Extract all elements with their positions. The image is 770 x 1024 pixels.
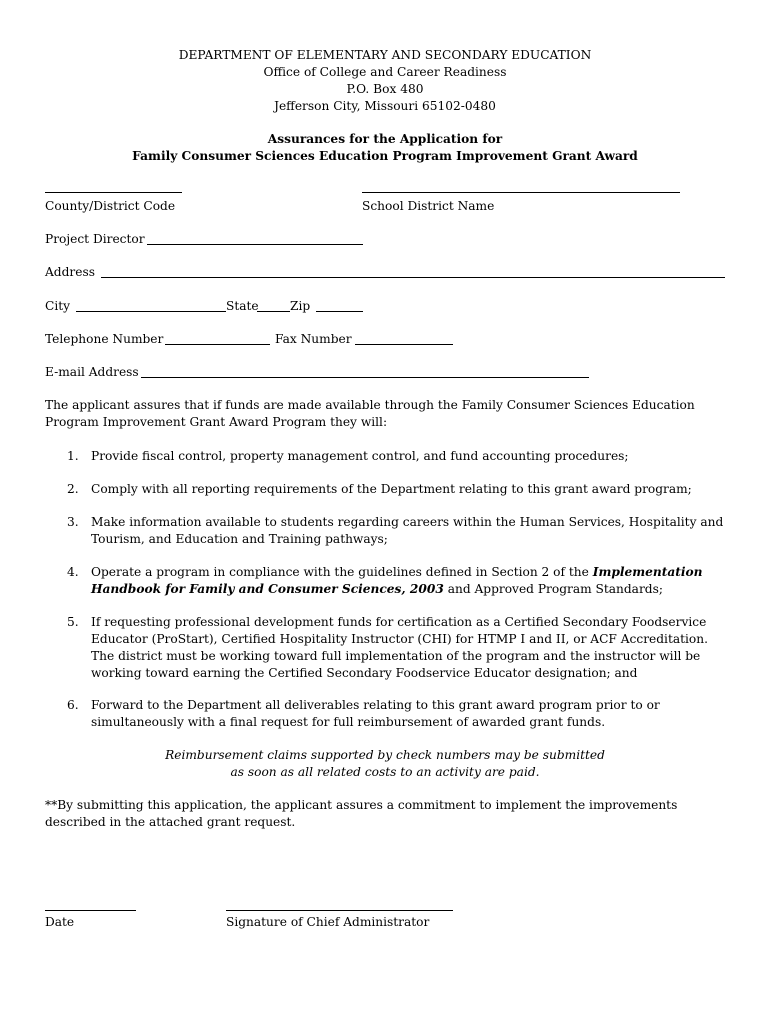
project-director-line[interactable] xyxy=(147,244,363,245)
list-item-text: Provide fiscal control, property management control, and fund accounting procedures; xyxy=(91,449,629,463)
list-item-text-after: and Approved Program Standards; xyxy=(443,582,663,596)
list-item-number: 5. xyxy=(67,615,79,629)
signature-line[interactable] xyxy=(226,910,453,911)
list-item-number: 4. xyxy=(67,565,79,579)
city-label: City xyxy=(45,299,71,313)
address-label: Address xyxy=(45,265,95,279)
county-code-line[interactable] xyxy=(45,192,182,193)
telephone-line[interactable] xyxy=(165,344,270,345)
list-item-text-before: Operate a program in compliance with the guidelines defined in Section 2 of the xyxy=(91,565,593,579)
list-item-number: 1. xyxy=(67,449,79,463)
intro-paragraph: The applicant assures that if funds are made available through the Family Consumer Sciences Education Program Improvement Grant Award Program they will: xyxy=(45,398,695,429)
district-name-label: School District Name xyxy=(362,199,495,213)
header-department: DEPARTMENT OF ELEMENTARY AND SECONDARY EDUCATION xyxy=(178,48,592,62)
email-line[interactable] xyxy=(141,377,589,378)
title-line-1: Assurances for the Application for xyxy=(267,132,503,146)
date-line[interactable] xyxy=(45,910,136,911)
list-item-text: Make information available to students regarding careers within the Human Services, Hospitality and Tourism, and Education and Training pathways; xyxy=(91,515,724,546)
handbook-title: Implementation Handbook for Family and Consumer Sciences, 2003 xyxy=(91,565,703,596)
list-item-number: 2. xyxy=(67,482,79,496)
list-item-text: Comply with all reporting requirements of the Department relating to this grant award program; xyxy=(91,482,692,496)
signature-label: Signature of Chief Administrator xyxy=(226,915,430,929)
zip-line[interactable] xyxy=(316,311,363,312)
date-label: Date xyxy=(45,915,75,929)
header-po-box: P.O. Box 480 xyxy=(346,82,424,96)
list-item-number: 6. xyxy=(67,698,79,712)
header-city: Jefferson City, Missouri 65102-0480 xyxy=(274,99,496,113)
fax-line[interactable] xyxy=(355,344,453,345)
header-office: Office of College and Career Readiness xyxy=(263,65,507,79)
state-label: State xyxy=(226,299,259,313)
city-line[interactable] xyxy=(76,311,226,312)
reimbursement-note-line-1: Reimbursement claims supported by check numbers may be submitted xyxy=(165,748,605,762)
county-code-label: County/District Code xyxy=(45,199,176,213)
fax-label: Fax Number xyxy=(275,332,352,346)
zip-label: Zip xyxy=(290,299,311,313)
title-line-2: Family Consumer Sciences Education Program Improvement Grant Award xyxy=(132,149,638,163)
list-item-text: Forward to the Department all deliverables relating to this grant award program prior to or simultaneously with a final request for full reimbursement of awarded grant funds. xyxy=(91,698,660,729)
telephone-label: Telephone Number xyxy=(45,332,164,346)
list-item-text: If requesting professional development funds for certification as a Certified Secondary Foodservice Educator (ProStart), Certified Hospitality Instructor (CHI) for HTMP I and II, or ACF Accreditation. The district must be working toward full implementation of the program and the instructor will be working toward earning the Certified Secondary Foodservice Educator designation; and xyxy=(91,615,708,680)
state-line[interactable] xyxy=(257,311,290,312)
reimbursement-note-line-2: as soon as all related costs to an activity are paid. xyxy=(230,765,540,779)
commitment-paragraph: **By submitting this application, the applicant assures a commitment to implement the improvements described in the attached grant request. xyxy=(45,798,678,829)
address-line[interactable] xyxy=(101,277,725,278)
email-label: E-mail Address xyxy=(45,365,139,379)
district-name-line[interactable] xyxy=(362,192,680,193)
project-director-label: Project Director xyxy=(45,232,145,246)
list-item-number: 3. xyxy=(67,515,79,529)
list-item-text xyxy=(91,564,731,598)
